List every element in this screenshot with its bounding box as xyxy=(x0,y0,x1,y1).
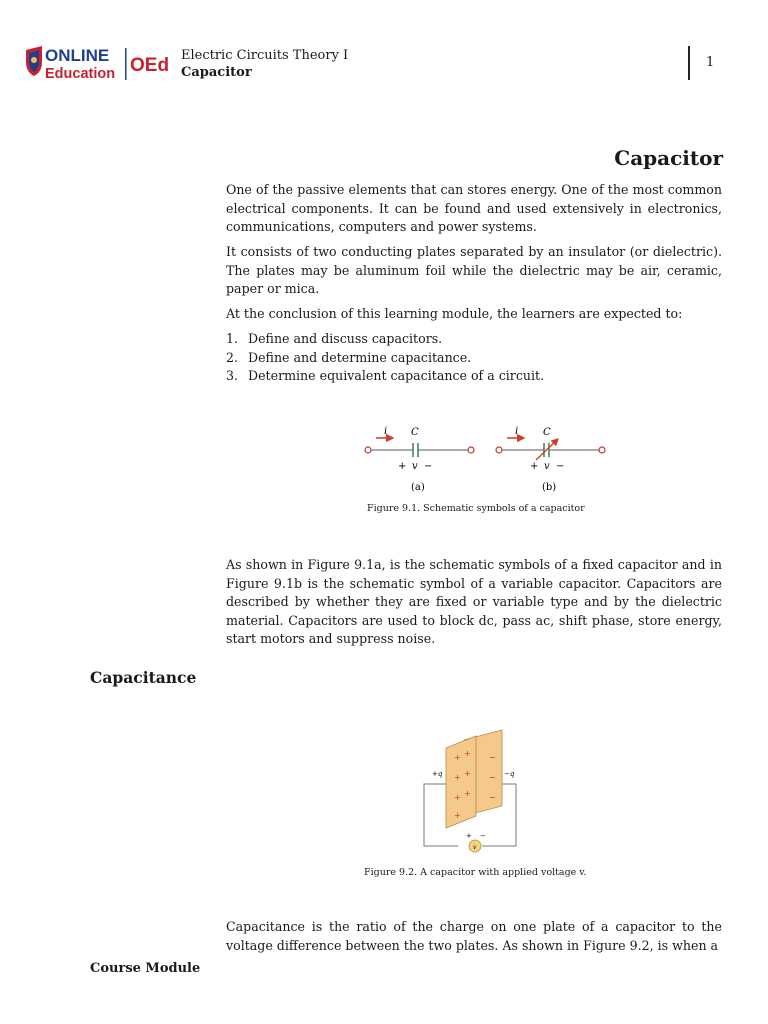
page-number: 1 xyxy=(706,55,715,70)
svg-text:+: + xyxy=(454,773,461,782)
topic-title: Capacitor xyxy=(181,65,252,80)
svg-text:+: + xyxy=(398,461,407,472)
figure-capacitor-symbols xyxy=(360,422,610,496)
positive-plate xyxy=(446,736,476,828)
objectives-list xyxy=(226,330,544,386)
section-heading-capacitance: Capacitance xyxy=(90,668,197,687)
footer-course-module: Course Module xyxy=(90,961,201,976)
svg-text:v: v xyxy=(473,844,477,851)
fixed-capacitor-symbol xyxy=(365,426,474,493)
svg-text:+: + xyxy=(466,832,472,840)
online-education-logo xyxy=(24,44,174,86)
svg-text:−: − xyxy=(480,832,486,840)
svg-text:−: − xyxy=(489,793,496,802)
course-title: Electric Circuits Theory I xyxy=(181,48,349,63)
logo-text-oed: OEd xyxy=(130,55,170,76)
svg-text:C: C xyxy=(543,427,551,438)
list-item: 2. Define and determine capacitance. xyxy=(226,349,472,365)
svg-text:i: i xyxy=(515,426,519,437)
svg-text:+: + xyxy=(454,793,461,802)
paragraph-intro: One of the passive elements that can stores energy. One of the most common electrical components. It can be found and used extensively in electronics, communications, computers and power systems. xyxy=(226,182,722,234)
page-title: Capacitor xyxy=(614,146,723,170)
svg-text:(b): (b) xyxy=(542,482,557,493)
svg-text:v: v xyxy=(412,461,418,472)
header-divider xyxy=(688,46,690,80)
figure-9-1-caption: Figure 9.1. Schematic symbols of a capacitor xyxy=(367,503,585,514)
svg-text:+: + xyxy=(454,811,461,820)
svg-text:−: − xyxy=(489,773,496,782)
paragraph-objectives-intro: At the conclusion of this learning module, the learners are expected to: xyxy=(226,306,683,321)
svg-text:+: + xyxy=(464,749,471,758)
svg-text:+: + xyxy=(530,461,539,472)
svg-text:+: + xyxy=(464,769,471,778)
svg-text:−: − xyxy=(424,461,433,472)
svg-text:C: C xyxy=(411,427,419,438)
svg-text:i: i xyxy=(384,426,388,437)
logo-text-education: Education xyxy=(45,66,116,82)
figure-capacitor-applied-voltage xyxy=(418,728,520,858)
svg-text:−: − xyxy=(489,753,496,762)
svg-text:−: − xyxy=(556,461,565,472)
svg-text:+q: +q xyxy=(432,770,443,778)
svg-text:v: v xyxy=(544,461,550,472)
paragraph-capacitance-definition: Capacitance is the ratio of the charge on one plate of a capacitor to the voltage difference between the two plates. As shown in Figure 9.2, is when a xyxy=(226,919,722,953)
variable-capacitor-symbol xyxy=(496,426,605,493)
svg-text:(a): (a) xyxy=(411,482,425,493)
svg-text:+: + xyxy=(464,789,471,798)
figure-9-2-caption: Figure 9.2. A capacitor with applied voltage v. xyxy=(364,867,587,878)
paragraph-structure: It consists of two conducting plates separated by an insulator (or dielectric). The plates may be aluminum foil while the dielectric may be air, ceramic, paper or mica. xyxy=(226,244,722,296)
svg-text:−q: −q xyxy=(504,770,515,778)
paragraph-figure-explanation: As shown in Figure 9.1a, is the schematic symbols of a fixed capacitor and in Figure 9.1b is the schematic symbol of a variable capacitor. Capacitors are described by whether they are fixed or variable type and by the dielectric material. Capacitors are used to block dc, pass ac, shift phase, store energy, start motors and suppress noise. xyxy=(226,557,722,646)
svg-text:+: + xyxy=(454,753,461,762)
list-item: 1. Define and discuss capacitors. xyxy=(226,331,443,346)
logo-text-online: ONLINE xyxy=(45,46,110,65)
list-item: 3. Determine equivalent capacitance of a circuit. xyxy=(226,368,545,383)
